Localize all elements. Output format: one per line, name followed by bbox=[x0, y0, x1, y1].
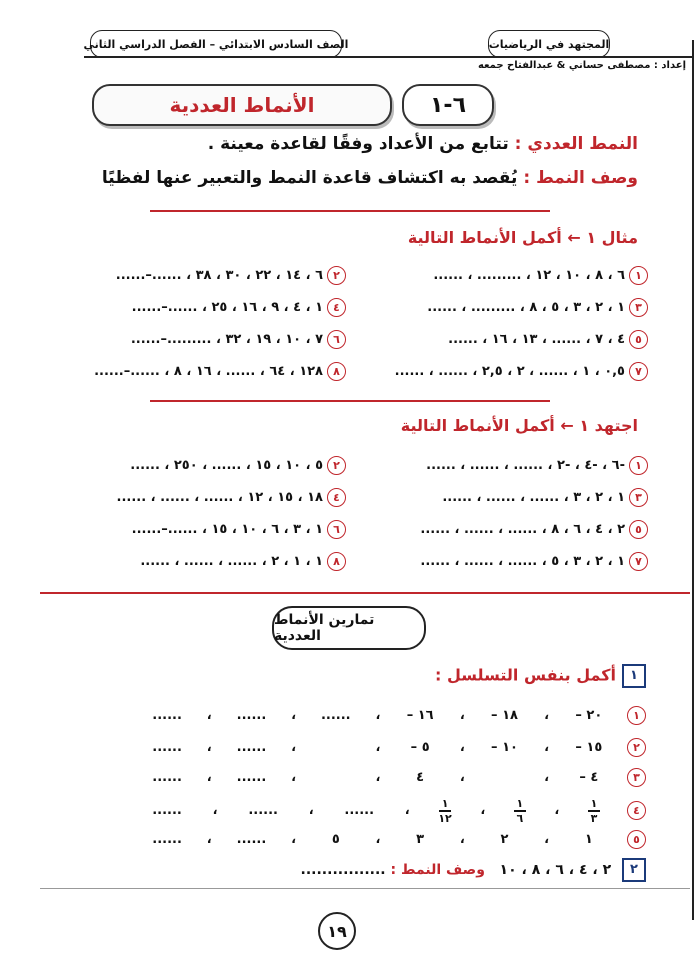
item-number: ١ bbox=[627, 706, 646, 725]
question-number-box: ٢ bbox=[622, 858, 646, 882]
example-item-2 bbox=[116, 266, 346, 285]
sequence-text: ١ ، ١ ، ٢ ، ...... ، ...... ، ...... bbox=[140, 554, 323, 569]
item-number: ١ bbox=[629, 456, 648, 475]
sequence-term: ...... bbox=[236, 832, 267, 847]
item-number: ٤ bbox=[627, 801, 646, 820]
sequence-term: ١ bbox=[584, 832, 593, 847]
example-item-8 bbox=[94, 362, 346, 381]
sequence-text: ٦ ، ٨ ، ١٠ ، ١٢ ، ......... ، ...... bbox=[433, 268, 625, 283]
numerator: ١ bbox=[441, 797, 449, 810]
definition-number-pattern bbox=[208, 134, 638, 154]
sequence-term: ٤ – bbox=[579, 770, 599, 785]
exercise-row bbox=[150, 768, 646, 787]
page-number: ١٩ bbox=[318, 912, 356, 950]
book-title: المجتهد في الرياضيات bbox=[488, 30, 610, 58]
grade-term: الصف السادس الابتدائي – الفصل الدراسي الثاني bbox=[90, 30, 342, 58]
sequence-term: ٥ – bbox=[410, 740, 430, 755]
sequence-term: ...... bbox=[320, 708, 351, 723]
sequence-term: ٢٠ – bbox=[575, 708, 603, 723]
separator: ، bbox=[375, 708, 381, 723]
separator: ، bbox=[375, 832, 381, 847]
sequence-term: ٥ bbox=[331, 832, 340, 847]
item-number: ٨ bbox=[327, 362, 346, 381]
item-number: ٢ bbox=[327, 266, 346, 285]
separator: ، bbox=[206, 770, 212, 785]
item-number: ١ bbox=[629, 266, 648, 285]
separator: ، bbox=[544, 708, 550, 723]
exercise-row bbox=[150, 830, 646, 849]
sequence-term: ٤ bbox=[416, 770, 425, 785]
sequence-text: ٥ ، ١٠ ، ١٥ ، ...... ، ٢٥٠ ، ...... bbox=[130, 458, 323, 473]
item-number: ٢ bbox=[327, 456, 346, 475]
example-title: مثال ١ ← أكمل الأنماط التالية bbox=[407, 228, 638, 247]
sequence-text: ١ ، ٢ ، ٣ ، ...... ، ...... ، ...... bbox=[442, 490, 625, 505]
question-text: أكمل بنفس التسلسل : bbox=[435, 665, 616, 685]
exercise-row bbox=[150, 738, 646, 757]
fraction bbox=[438, 798, 451, 824]
separator: ، bbox=[544, 832, 550, 847]
practice-item-1 bbox=[426, 456, 648, 475]
sequence-term: ٢ bbox=[500, 832, 509, 847]
practice-item-8 bbox=[140, 552, 346, 571]
sequence-term: ...... bbox=[152, 708, 182, 723]
separator: ، bbox=[206, 708, 212, 723]
header-rule bbox=[84, 56, 694, 58]
sequence-term: ٣ bbox=[416, 832, 425, 847]
practice-item-7 bbox=[420, 552, 648, 571]
item-number: ٣ bbox=[627, 768, 646, 787]
item-number: ٥ bbox=[629, 330, 648, 349]
practice-item-5 bbox=[420, 520, 648, 539]
sequence-term: ١٥ – bbox=[575, 740, 603, 755]
sequence-text: ٠,٥ ، ١ ، ...... ، ٢ ، ٢,٥ ، ...... ، ...... bbox=[394, 364, 625, 379]
denominator: ٦ bbox=[516, 811, 524, 825]
denominator: ٣ bbox=[590, 811, 598, 825]
item-number: ٦ bbox=[327, 520, 346, 539]
lesson-title: الأنماط العددية bbox=[92, 84, 392, 126]
item-number: ٧ bbox=[629, 362, 648, 381]
separator: ، bbox=[291, 770, 297, 785]
sequence-text: ١٢٨ ، ٦٤ ، ...... ، ١٦ ، ٨ ، ......–...... bbox=[94, 364, 323, 379]
numerator: ١ bbox=[516, 797, 524, 810]
sequence-text: ٢ ، ٤ ، ٦ ، ٨ ، ...... ، ...... ، ...... bbox=[420, 522, 625, 537]
sequence-term: ...... bbox=[236, 770, 267, 785]
separator: ، bbox=[459, 708, 465, 723]
practice-item-4 bbox=[117, 488, 347, 507]
separator: ، bbox=[375, 740, 381, 755]
separator: ، bbox=[459, 832, 465, 847]
question-2 bbox=[301, 858, 646, 882]
item-number: ٣ bbox=[629, 488, 648, 507]
fraction bbox=[588, 798, 600, 824]
item-number: ٤ bbox=[327, 488, 346, 507]
sequence-term: ١٨ – bbox=[491, 708, 518, 723]
exercise-row bbox=[150, 706, 646, 725]
separator: ، bbox=[291, 832, 297, 847]
separator: ، bbox=[480, 803, 486, 819]
practice-title: اجتهد ١ ← أكمل الأنماط التالية bbox=[400, 416, 638, 435]
item-number: ٦ bbox=[327, 330, 346, 349]
sequence-term: ...... bbox=[344, 803, 375, 819]
sequence-text: ٦ ، ١٤ ، ٢٢ ، ٣٠ ، ٣٨ ، ......–...... bbox=[115, 268, 323, 283]
sequence-text: ٧ ، ١٠ ، ١٩ ، ٣٢ ، .........–...... bbox=[130, 332, 323, 347]
question-label: وصف النمط : bbox=[390, 862, 485, 878]
sequence-term: ١٦ – bbox=[406, 708, 434, 723]
separator: ، bbox=[554, 803, 560, 819]
definition-term: وصف النمط : bbox=[523, 168, 638, 188]
item-number: ٥ bbox=[627, 830, 646, 849]
example-item-5 bbox=[448, 330, 648, 349]
item-number: ٧ bbox=[629, 552, 648, 571]
sequence-term: ...... bbox=[248, 803, 278, 819]
item-number: ٢ bbox=[627, 738, 646, 757]
definition-text: يُقصد به اكتشاف قاعدة النمط والتعبير عنها لفظيًا bbox=[101, 168, 518, 188]
definition-text: تتابع من الأعداد وفقًا لقاعدة معينة . bbox=[207, 134, 509, 154]
example-item-6 bbox=[131, 330, 346, 349]
numerator: ١ bbox=[590, 797, 598, 810]
sequence-term: ...... bbox=[152, 740, 182, 755]
sequence-text: ١ ، ٤ ، ٩ ، ١٦ ، ٢٥ ، ......–...... bbox=[131, 300, 323, 315]
sequence-term: ...... bbox=[152, 832, 182, 847]
sequence-text: ١٨ ، ١٥ ، ١٢ ، ...... ، ...... ، ...... bbox=[116, 490, 323, 505]
item-number: ٣ bbox=[629, 298, 648, 317]
sequence-text: ١ ، ٣ ، ٦ ، ١٠ ، ١٥ ، ......–...... bbox=[131, 522, 323, 537]
denominator: ١٢ bbox=[438, 811, 452, 825]
answer-blank: ................ bbox=[300, 862, 386, 878]
sequence-text: ١ ، ٢ ، ٣ ، ٥ ، ...... ، ...... ، ...... bbox=[420, 554, 625, 569]
item-number: ٤ bbox=[327, 298, 346, 317]
separator: ، bbox=[206, 740, 212, 755]
question-1-title bbox=[435, 664, 646, 688]
item-number: ٨ bbox=[327, 552, 346, 571]
page-frame-right bbox=[692, 40, 694, 920]
example-item-1 bbox=[433, 266, 648, 285]
sequence-text: ٤ ، ٧ ، ...... ، ١٣ ، ١٦ ، ...... bbox=[448, 332, 625, 347]
question-number-box: ١ bbox=[622, 664, 646, 688]
item-number: ٥ bbox=[629, 520, 648, 539]
example-item-3 bbox=[427, 298, 648, 317]
exercises-title: تمارين الأنماط العددية bbox=[272, 606, 426, 650]
practice-item-2 bbox=[130, 456, 346, 475]
sequence-text: ١ ، ٢ ، ٣ ، ٥ ، ٨ ، ......... ، ...... bbox=[427, 300, 625, 315]
separator: ، bbox=[459, 740, 465, 755]
sequence-term: ...... bbox=[236, 740, 267, 755]
separator: ، bbox=[212, 803, 218, 819]
practice-item-6 bbox=[132, 520, 346, 539]
fraction bbox=[514, 798, 526, 824]
sequence-term: ...... bbox=[152, 803, 182, 819]
exercise-row bbox=[150, 798, 646, 824]
exercises-divider bbox=[40, 592, 690, 594]
footer-rule bbox=[40, 888, 690, 889]
example-item-7 bbox=[395, 362, 648, 381]
separator: ، bbox=[291, 740, 297, 755]
separator: ، bbox=[404, 803, 410, 819]
example-item-4 bbox=[132, 298, 346, 317]
practice-item-3 bbox=[442, 488, 648, 507]
author-credit: إعداد : مصطفى حساني & عبدالفتاح جمعه bbox=[477, 60, 686, 71]
separator: ، bbox=[544, 770, 550, 785]
lesson-number: ٦-١ bbox=[402, 84, 494, 126]
sequence-text: -٦ ، -٤ ، -٢ ، ...... ، ...... ، ...... bbox=[426, 458, 625, 473]
section-divider bbox=[150, 400, 550, 402]
sequence-term: ١٠ – bbox=[491, 740, 518, 755]
separator: ، bbox=[206, 832, 212, 847]
separator: ، bbox=[544, 740, 550, 755]
definition-term: النمط العددي : bbox=[514, 134, 638, 154]
sequence-term: ...... bbox=[236, 708, 267, 723]
separator: ، bbox=[459, 770, 465, 785]
section-divider bbox=[150, 210, 550, 212]
sequence-term: ...... bbox=[152, 770, 182, 785]
question-sequence: ٢ ، ٤ ، ٦ ، ٨ ، ١٠ bbox=[499, 862, 612, 878]
separator: ، bbox=[375, 770, 381, 785]
separator: ، bbox=[291, 708, 297, 723]
definition-pattern-description bbox=[102, 168, 638, 188]
separator: ، bbox=[308, 803, 314, 819]
